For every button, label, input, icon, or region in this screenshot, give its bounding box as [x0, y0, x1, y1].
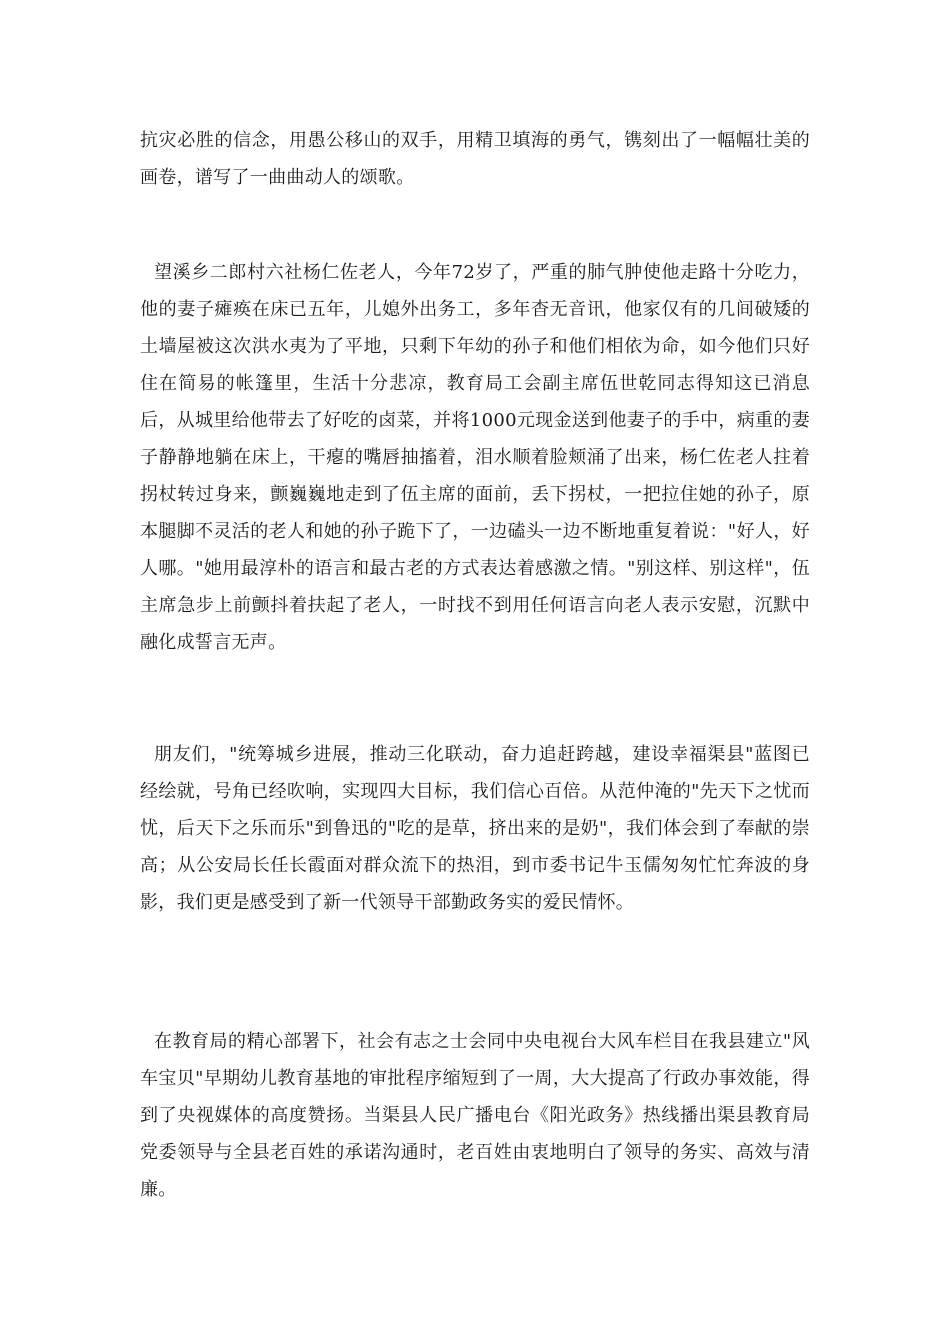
paragraph-3: 朋友们，"统筹城乡进展，推动三化联动，奋力追赶跨越，建设幸福渠县"蓝图已经绘就，号角已经吹响，实现四大目标，我们信心百倍。从范仲淹的"先天下之忧而忧，后天下之乐而乐"到鲁迅的"吃的是草，挤出来的是奶"，我们体会到了奉献的崇高；从公安局长任长霞面对群众流下的热泪，到市委书记牛玉儒匆匆忙忙奔波的身影，我们更是感受到了新一代领导干部勤政务实的爱民情怀。 [140, 744, 810, 913]
paragraph-4: 在教育局的精心部署下，社会有志之士会同中央电视台大风车栏目在我县建立"风车宝贝"早期幼儿教育基地的审批程序缩短到了一周，大大提高了行政办事效能，得到了央视媒体的高度赞扬。当渠县人民广播电台《阳光政务》热线播出渠县教育局党委领导与全县老百姓的承诺沟通时，老百姓由衷地明白了领导的务实、高效与清廉。 [140, 1031, 810, 1200]
paragraph-1: 抗灾必胜的信念，用愚公移山的双手，用精卫填海的勇气，镌刻出了一幅幅壮美的画卷，谱写了一曲曲动人的颂歌。 [140, 130, 810, 188]
paragraph-2: 望溪乡二郎村六社杨仁佐老人，今年72岁了，严重的肺气肿使他走路十分吃力，他的妻子瘫痪在床已五年，儿媳外出务工，多年杳无音讯，他家仅有的几间破矮的土墙屋被这次洪水夷为了平地，只剩下年幼的孙子和他们相依为命，如今他们只好住在简易的帐篷里，生活十分悲凉，教育局工会副主席伍世乾同志得知这已消息后，从城里给他带去了好吃的卤菜，并将1000元现金送到他妻子的手中，病重的妻子静静地躺在床上，干瘪的嘴唇抽搐着，泪水顺着脸颊涌了出来，杨仁佐老人拄着拐杖转过身来，颤巍巍地走到了伍主席的面前，丢下拐杖，一把拉住她的孙子，原本腿脚不灵活的老人和她的孙子跪下了，一边磕头一边不断地重复着说："好人，好人哪。"她用最淳朴的语言和最古老的方式表达着感激之情。"别这样、别这样"，伍主席急步上前颤抖着扶起了老人，一时找不到用任何语言向老人表示安慰，沉默中融化成誓言无声。 [140, 262, 810, 653]
